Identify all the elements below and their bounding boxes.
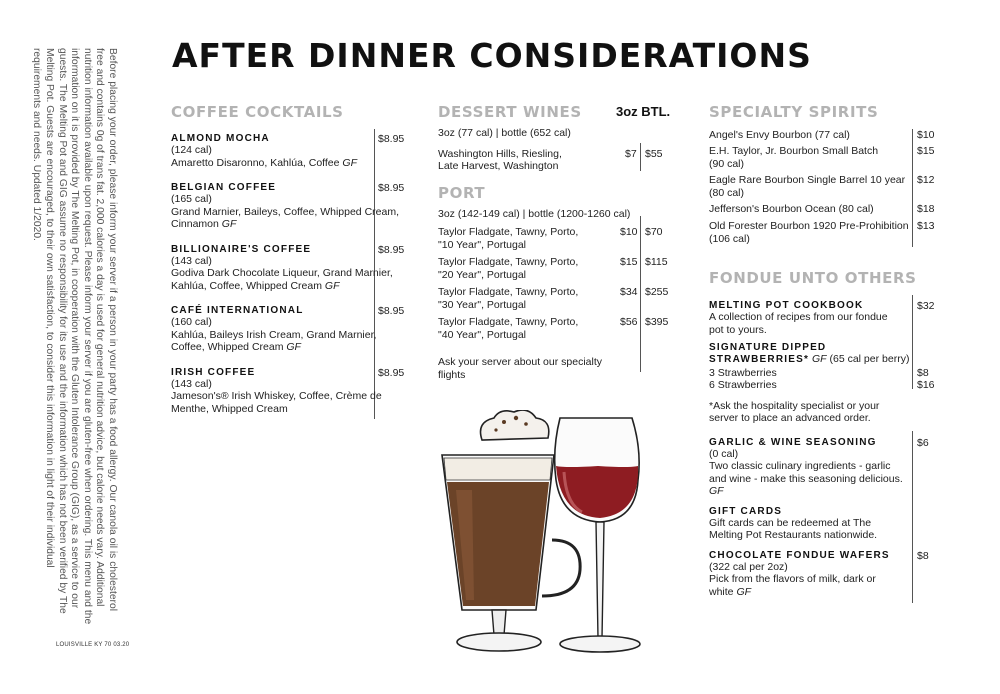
item-description: Gift cards can be redeemed at The Melting Pot Restaurants nationwide.	[709, 516, 878, 541]
fondue-unto-others-section	[709, 269, 937, 598]
fondue-section-title: FONDUE UNTO OTHERS	[709, 269, 917, 287]
item-name-line2: STRAWBERRIES*	[709, 354, 810, 365]
port-name: Taylor Fladgate, Tawny, Porto, "40 Year", Portugal	[438, 316, 579, 341]
port-item	[438, 226, 670, 252]
menu-item-irish-coffee	[171, 367, 411, 416]
item-price: $8.95	[378, 366, 405, 379]
spirit-item	[709, 203, 937, 217]
spirit-price: $10	[917, 129, 935, 141]
cookbook-item	[709, 300, 937, 336]
item-name: ALMOND MOCHA	[171, 133, 270, 144]
port-item	[438, 316, 670, 342]
option-label: 6 Strawberries	[709, 379, 777, 391]
item-desc-text: Godiva Dark Chocolate Liqueur, Grand Marnier, Kahlúa, Coffee, Whipped Cream	[171, 267, 393, 292]
wines-sizes: 3oz (77 cal) | bottle (652 cal)	[438, 127, 571, 139]
menu-item-cafe-international	[171, 305, 411, 354]
option-label: 3 Strawberries	[709, 366, 777, 379]
page-title: AFTER DINNER CONSIDERATIONS	[172, 36, 812, 75]
item-desc-text: Amaretto Disaronno, Kahlúa, Coffee	[171, 156, 340, 169]
item-price: $8.95	[378, 305, 405, 317]
spirit-price: $15	[917, 145, 935, 157]
item-calories: (165 cal)	[171, 193, 212, 205]
spirit-item	[709, 145, 937, 172]
item-price: $8.95	[378, 243, 405, 256]
strawberry-option	[709, 379, 937, 392]
gluten-free-tag: GF	[342, 156, 358, 169]
port-name: Taylor Fladgate, Tawny, Porto, "10 Year", Portugal	[438, 226, 579, 251]
item-price: $8.95	[378, 182, 405, 194]
price-bottle: $55	[645, 147, 663, 160]
gluten-free-tag: GF	[286, 341, 301, 353]
port-item	[438, 286, 670, 312]
item-name: CHOCOLATE FONDUE WAFERS	[709, 549, 890, 561]
item-name-line2-row	[709, 353, 937, 367]
item-description: Jameson's® Irish Whiskey, Coffee, Crème de Menthe, Whipped Cream	[171, 390, 382, 415]
item-desc-text: Pick from the flavors of milk, dark or white	[709, 573, 876, 598]
menu-item-billionaires-coffee	[171, 244, 411, 293]
fondue-wafers-item	[709, 550, 937, 599]
item-calories: (143 cal)	[171, 377, 212, 390]
item-description	[171, 157, 371, 170]
spirit-item	[709, 174, 937, 201]
spirit-name: Jefferson's Bourbon Ocean (80 cal)	[709, 203, 874, 215]
item-name: MELTING POT COOKBOOK	[709, 300, 864, 311]
item-name: GIFT CARDS	[709, 505, 783, 517]
port-flights-note: Ask your server about our specialty flights	[438, 356, 602, 381]
item-name: BILLIONAIRE'S COFFEE	[171, 243, 312, 255]
wine-glass-icon	[555, 418, 640, 652]
item-desc-text: Grand Marnier, Baileys, Coffee, Whipped Cream, Cinnamon	[171, 205, 399, 230]
item-calories: (124 cal)	[171, 144, 212, 156]
item-calories: (65 cal per berry)	[829, 353, 910, 365]
menu-item-belgian-coffee	[171, 182, 411, 231]
location-code: LOUISVILLE KY 70 03.20	[56, 642, 130, 648]
wines-size-header: 3oz BTL.	[616, 104, 671, 119]
item-calories: (322 cal per 2oz)	[709, 560, 788, 573]
garlic-seasoning-item	[709, 437, 937, 498]
item-name: BELGIAN COFFEE	[171, 182, 277, 193]
price-3oz: $7	[625, 147, 637, 160]
coffee-cocktails-section	[171, 103, 411, 415]
item-price: $6	[917, 436, 929, 449]
port-sizes: 3oz (142-149 cal) | bottle (1200-1260 cal)	[438, 207, 631, 220]
price-3oz: $10	[620, 226, 638, 238]
item-price: $8	[917, 549, 929, 562]
spirit-price: $12	[917, 174, 935, 186]
price-3oz: $34	[620, 286, 638, 298]
item-name: IRISH COFFEE	[171, 366, 256, 378]
port-name: Taylor Fladgate, Tawny, Porto, "30 Year", Portugal	[438, 286, 579, 311]
spirit-price: $13	[917, 220, 935, 232]
item-name-line1: SIGNATURE DIPPED	[709, 342, 827, 353]
advance-order-note: *Ask the hospitality specialist or your server to place an advanced order.	[709, 399, 880, 424]
price-3oz: $56	[620, 316, 638, 328]
spirit-name: Eagle Rare Bourbon Single Barrel 10 year (80 cal)	[709, 174, 906, 199]
price-bottle: $70	[645, 226, 663, 238]
item-description	[171, 267, 407, 292]
wines-section-title: DESSERT WINES	[438, 103, 582, 121]
dessert-wines-section	[438, 103, 670, 381]
gluten-free-tag: GF	[811, 353, 827, 365]
port-name: Taylor Fladgate, Tawny, Porto, "20 Year", Portugal	[438, 256, 579, 281]
item-name: CAFÉ INTERNATIONAL	[171, 305, 304, 316]
item-description	[171, 329, 407, 354]
item-name: GARLIC & WINE SEASONING	[709, 436, 877, 448]
item-price: $8.95	[378, 133, 405, 145]
item-description	[709, 573, 899, 598]
port-section-title: PORT	[438, 183, 486, 202]
option-price: $8	[917, 366, 929, 379]
spirit-name: Angel's Envy Bourbon (77 cal)	[709, 129, 850, 141]
spirit-price: $18	[917, 203, 935, 215]
specialty-spirits-section	[709, 103, 937, 247]
price-bottle: $395	[645, 316, 669, 328]
spirit-item	[709, 220, 937, 247]
allergy-notice: Before placing your order, please inform your server if a person in your party has a food allergy. Our canola oil is cholesterol free and contains 0g of trans fat. 2,000 calories a day is used for general nutrition advice, but calorie needs vary. Additional nutrition information available upon request. Please inform your server if you are gluten-free when ordering. This menu and the information on it is provided by The Melting Pot, in cooperation with the Gluten Intolerance Group (GIG), as a service to our guests. The Melting Pot and GIG assume no responsibility for its use and the information which has not been verified by The Melting Pot. Guests are encouraged, to their own satisfaction, to consider this information in light of their individual requirements and needs. Updated 1/2020.	[31, 48, 118, 625]
item-description	[171, 206, 407, 231]
spirit-name: Old Forester Bourbon 1920 Pre-Prohibition (106 cal)	[709, 220, 909, 245]
gift-cards-item	[709, 506, 937, 542]
spirits-section-title: SPECIALTY SPIRITS	[709, 103, 879, 121]
option-price: $16	[917, 379, 935, 391]
item-calories: (160 cal)	[171, 316, 212, 328]
price-bottle: $255	[645, 286, 669, 298]
port-item	[438, 256, 670, 282]
item-price: $32	[917, 300, 935, 312]
strawberries-item	[709, 342, 937, 425]
item-description	[709, 460, 905, 498]
price-bottle: $115	[645, 256, 668, 268]
item-desc-text: Kahlúa, Baileys Irish Cream, Grand Marnier, Coffee, Whipped Cream	[171, 328, 377, 353]
gluten-free-tag: GF	[324, 279, 340, 292]
wine-item	[438, 148, 670, 174]
menu-item-almond-mocha	[171, 133, 411, 169]
gluten-free-tag: GF	[736, 585, 752, 598]
item-desc-text: Two classic culinary ingredients - garlic and wine - make this seasoning delicious.	[709, 460, 903, 485]
wine-name: Washington Hills, Riesling, Late Harvest, Washington	[438, 147, 562, 172]
price-3oz: $15	[620, 256, 638, 268]
gluten-free-tag: GF	[221, 218, 237, 230]
strawberry-option	[709, 367, 937, 380]
item-description: A collection of recipes from our fondue pot to yours.	[709, 311, 888, 336]
spirit-item	[709, 129, 937, 143]
gluten-free-tag: GF	[709, 485, 724, 497]
item-calories: (0 cal)	[709, 447, 739, 460]
coffee-section-title: COFFEE COCKTAILS	[171, 103, 344, 121]
item-calories: (143 cal)	[171, 254, 212, 267]
spirit-name: E.H. Taylor, Jr. Bourbon Small Batch (90 cal)	[709, 145, 879, 170]
coffee-and-wine-illustration	[432, 410, 642, 660]
